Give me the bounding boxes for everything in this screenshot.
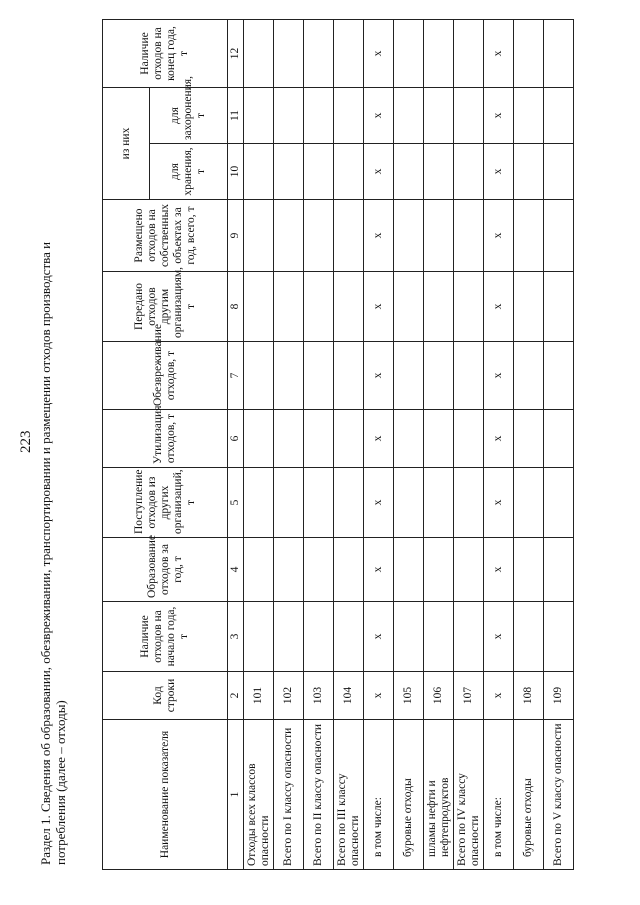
row-code: 108	[514, 672, 544, 720]
data-cell	[304, 19, 334, 87]
table-row	[364, 19, 394, 869]
data-cell: х	[484, 87, 514, 143]
header-c5: Поступление отходов из других организаций, т	[103, 468, 228, 538]
data-cell	[274, 602, 304, 672]
section-heading-line-1: Раздел 1. Сведения об образовании, обезвреживании, транспортировании и размещении отходов производства и	[38, 241, 53, 865]
row-name: Всего по V классу опасности	[544, 720, 574, 870]
data-cell	[334, 272, 364, 342]
data-cell: х	[364, 144, 394, 200]
data-cell	[544, 602, 574, 672]
col-number: 1	[228, 720, 244, 870]
row-name: в том числе:	[484, 720, 514, 870]
data-cell	[394, 272, 424, 342]
data-cell	[334, 342, 364, 410]
data-cell	[544, 87, 574, 143]
data-cell	[274, 144, 304, 200]
data-cell	[514, 342, 544, 410]
table-row	[514, 19, 544, 869]
data-cell	[424, 272, 454, 342]
data-cell	[514, 602, 544, 672]
data-cell	[334, 144, 364, 200]
table-row	[424, 19, 454, 869]
data-cell	[274, 200, 304, 272]
data-cell: х	[484, 602, 514, 672]
col-number: 3	[228, 602, 244, 672]
data-cell	[334, 200, 364, 272]
data-cell	[514, 272, 544, 342]
table-row	[484, 19, 514, 869]
col-number: 12	[228, 19, 244, 87]
data-cell	[304, 468, 334, 538]
data-cell	[334, 19, 364, 87]
data-cell	[544, 538, 574, 602]
row-name: в том числе:	[364, 720, 394, 870]
column-numbers-row	[228, 19, 244, 869]
row-code: 102	[274, 672, 304, 720]
table-row	[334, 19, 364, 869]
data-cell	[394, 342, 424, 410]
data-cell	[334, 468, 364, 538]
header-c9: Размещено отходов на собственных объектах за год, всего, т	[103, 200, 228, 272]
col-number: 8	[228, 272, 244, 342]
data-cell	[514, 410, 544, 468]
data-cell	[244, 602, 274, 672]
table-row	[304, 19, 334, 869]
data-cell	[244, 468, 274, 538]
data-cell	[304, 200, 334, 272]
data-cell	[544, 200, 574, 272]
data-cell	[274, 87, 304, 143]
row-name: буровые отходы	[514, 720, 544, 870]
header-c7: Обезвреживание отходов, т	[103, 342, 228, 410]
header-row	[103, 19, 150, 869]
data-cell	[334, 410, 364, 468]
data-cell: х	[484, 272, 514, 342]
data-cell	[454, 410, 484, 468]
data-cell	[394, 410, 424, 468]
col-number: 5	[228, 468, 244, 538]
data-cell: х	[364, 602, 394, 672]
data-cell: х	[364, 200, 394, 272]
row-code: 105	[394, 672, 424, 720]
waste-table	[102, 19, 574, 870]
data-cell	[424, 538, 454, 602]
data-cell	[274, 468, 304, 538]
data-cell	[514, 468, 544, 538]
data-cell: х	[364, 342, 394, 410]
header-c3: Наличие отходов на начало года, т	[103, 602, 228, 672]
data-cell	[424, 144, 454, 200]
data-cell	[244, 19, 274, 87]
data-cell	[544, 410, 574, 468]
data-cell: х	[364, 410, 394, 468]
data-cell	[424, 200, 454, 272]
table-row	[454, 19, 484, 869]
row-name: шламы нефти и нефтепродуктов	[424, 720, 454, 870]
data-cell: х	[484, 538, 514, 602]
row-name: Всего по I классу опасности	[274, 720, 304, 870]
data-cell	[514, 200, 544, 272]
data-cell	[244, 200, 274, 272]
data-cell	[514, 144, 544, 200]
row-code: 103	[304, 672, 334, 720]
data-cell	[424, 19, 454, 87]
data-cell	[244, 87, 274, 143]
data-cell: х	[484, 19, 514, 87]
data-cell	[424, 468, 454, 538]
data-cell	[454, 144, 484, 200]
header-c4: Образование отходов за год, т	[103, 538, 228, 602]
data-cell: х	[484, 410, 514, 468]
data-cell	[304, 342, 334, 410]
row-code: 101	[244, 672, 274, 720]
header-of-them: из них	[103, 87, 150, 199]
row-code: 104	[334, 672, 364, 720]
data-cell	[394, 87, 424, 143]
data-cell: х	[484, 342, 514, 410]
table-row	[544, 19, 574, 869]
row-name: Отходы всех классов опасности	[244, 720, 274, 870]
table-row	[394, 19, 424, 869]
section-heading	[38, 65, 68, 865]
row-code: 109	[544, 672, 574, 720]
col-number: 4	[228, 538, 244, 602]
data-cell: х	[364, 468, 394, 538]
data-cell	[454, 342, 484, 410]
data-cell	[514, 19, 544, 87]
header-code: Код строки	[103, 672, 228, 720]
data-cell: х	[364, 272, 394, 342]
data-cell	[424, 602, 454, 672]
data-cell: х	[484, 144, 514, 200]
data-cell	[544, 342, 574, 410]
data-cell	[334, 602, 364, 672]
data-cell	[454, 538, 484, 602]
data-cell	[394, 200, 424, 272]
table-row	[274, 19, 304, 869]
row-code: х	[364, 672, 394, 720]
data-cell: х	[364, 87, 394, 143]
data-cell: х	[364, 19, 394, 87]
table-row	[244, 19, 274, 869]
data-cell	[304, 87, 334, 143]
col-number: 2	[228, 672, 244, 720]
data-cell	[544, 468, 574, 538]
col-number: 11	[228, 87, 244, 143]
row-name: Всего по IV классу опасности	[454, 720, 484, 870]
data-cell	[334, 538, 364, 602]
data-cell	[334, 87, 364, 143]
data-cell	[394, 19, 424, 87]
data-cell	[454, 200, 484, 272]
data-cell	[244, 538, 274, 602]
table-body	[244, 19, 574, 869]
data-cell	[454, 468, 484, 538]
col-number: 7	[228, 342, 244, 410]
data-cell	[274, 538, 304, 602]
data-cell	[394, 538, 424, 602]
data-cell	[304, 538, 334, 602]
data-cell	[394, 144, 424, 200]
data-cell: х	[484, 468, 514, 538]
row-code: 107	[454, 672, 484, 720]
row-name: буровые отходы	[394, 720, 424, 870]
data-cell	[544, 19, 574, 87]
header-c8: Передано отходов другим организациям, т	[103, 272, 228, 342]
data-cell	[424, 342, 454, 410]
data-cell	[244, 342, 274, 410]
data-cell	[424, 87, 454, 143]
col-number: 9	[228, 200, 244, 272]
data-cell	[454, 602, 484, 672]
section-heading-line-2: потребления (далее – отходы)	[53, 700, 68, 865]
data-cell	[454, 87, 484, 143]
data-cell	[274, 342, 304, 410]
row-name: Всего по III классу опасности	[334, 720, 364, 870]
data-cell	[514, 87, 544, 143]
data-cell: х	[484, 200, 514, 272]
row-code: х	[484, 672, 514, 720]
data-cell	[514, 538, 544, 602]
header-c10: для хранения, т	[150, 144, 228, 200]
data-cell	[274, 410, 304, 468]
header-c11: для захоронения, т	[150, 87, 228, 143]
header-name: Наименование показателя	[103, 720, 228, 870]
data-cell	[304, 410, 334, 468]
data-cell	[454, 272, 484, 342]
data-cell	[304, 144, 334, 200]
col-number: 10	[228, 144, 244, 200]
col-number: 6	[228, 410, 244, 468]
data-cell	[304, 272, 334, 342]
data-cell	[244, 410, 274, 468]
header-c12: Наличие отходов на конец года, т	[103, 19, 228, 87]
data-cell	[244, 272, 274, 342]
row-name: Всего по II классу опасности	[304, 720, 334, 870]
data-cell: х	[364, 538, 394, 602]
header-c6: Утилизация отходов, т	[103, 410, 228, 468]
data-cell	[544, 144, 574, 200]
data-cell	[544, 272, 574, 342]
data-cell	[454, 19, 484, 87]
data-cell	[394, 468, 424, 538]
data-cell	[424, 410, 454, 468]
page-number: 223	[18, 430, 34, 453]
data-cell	[274, 272, 304, 342]
data-cell	[274, 19, 304, 87]
data-cell	[304, 602, 334, 672]
row-code: 106	[424, 672, 454, 720]
data-cell	[394, 602, 424, 672]
data-cell	[244, 144, 274, 200]
